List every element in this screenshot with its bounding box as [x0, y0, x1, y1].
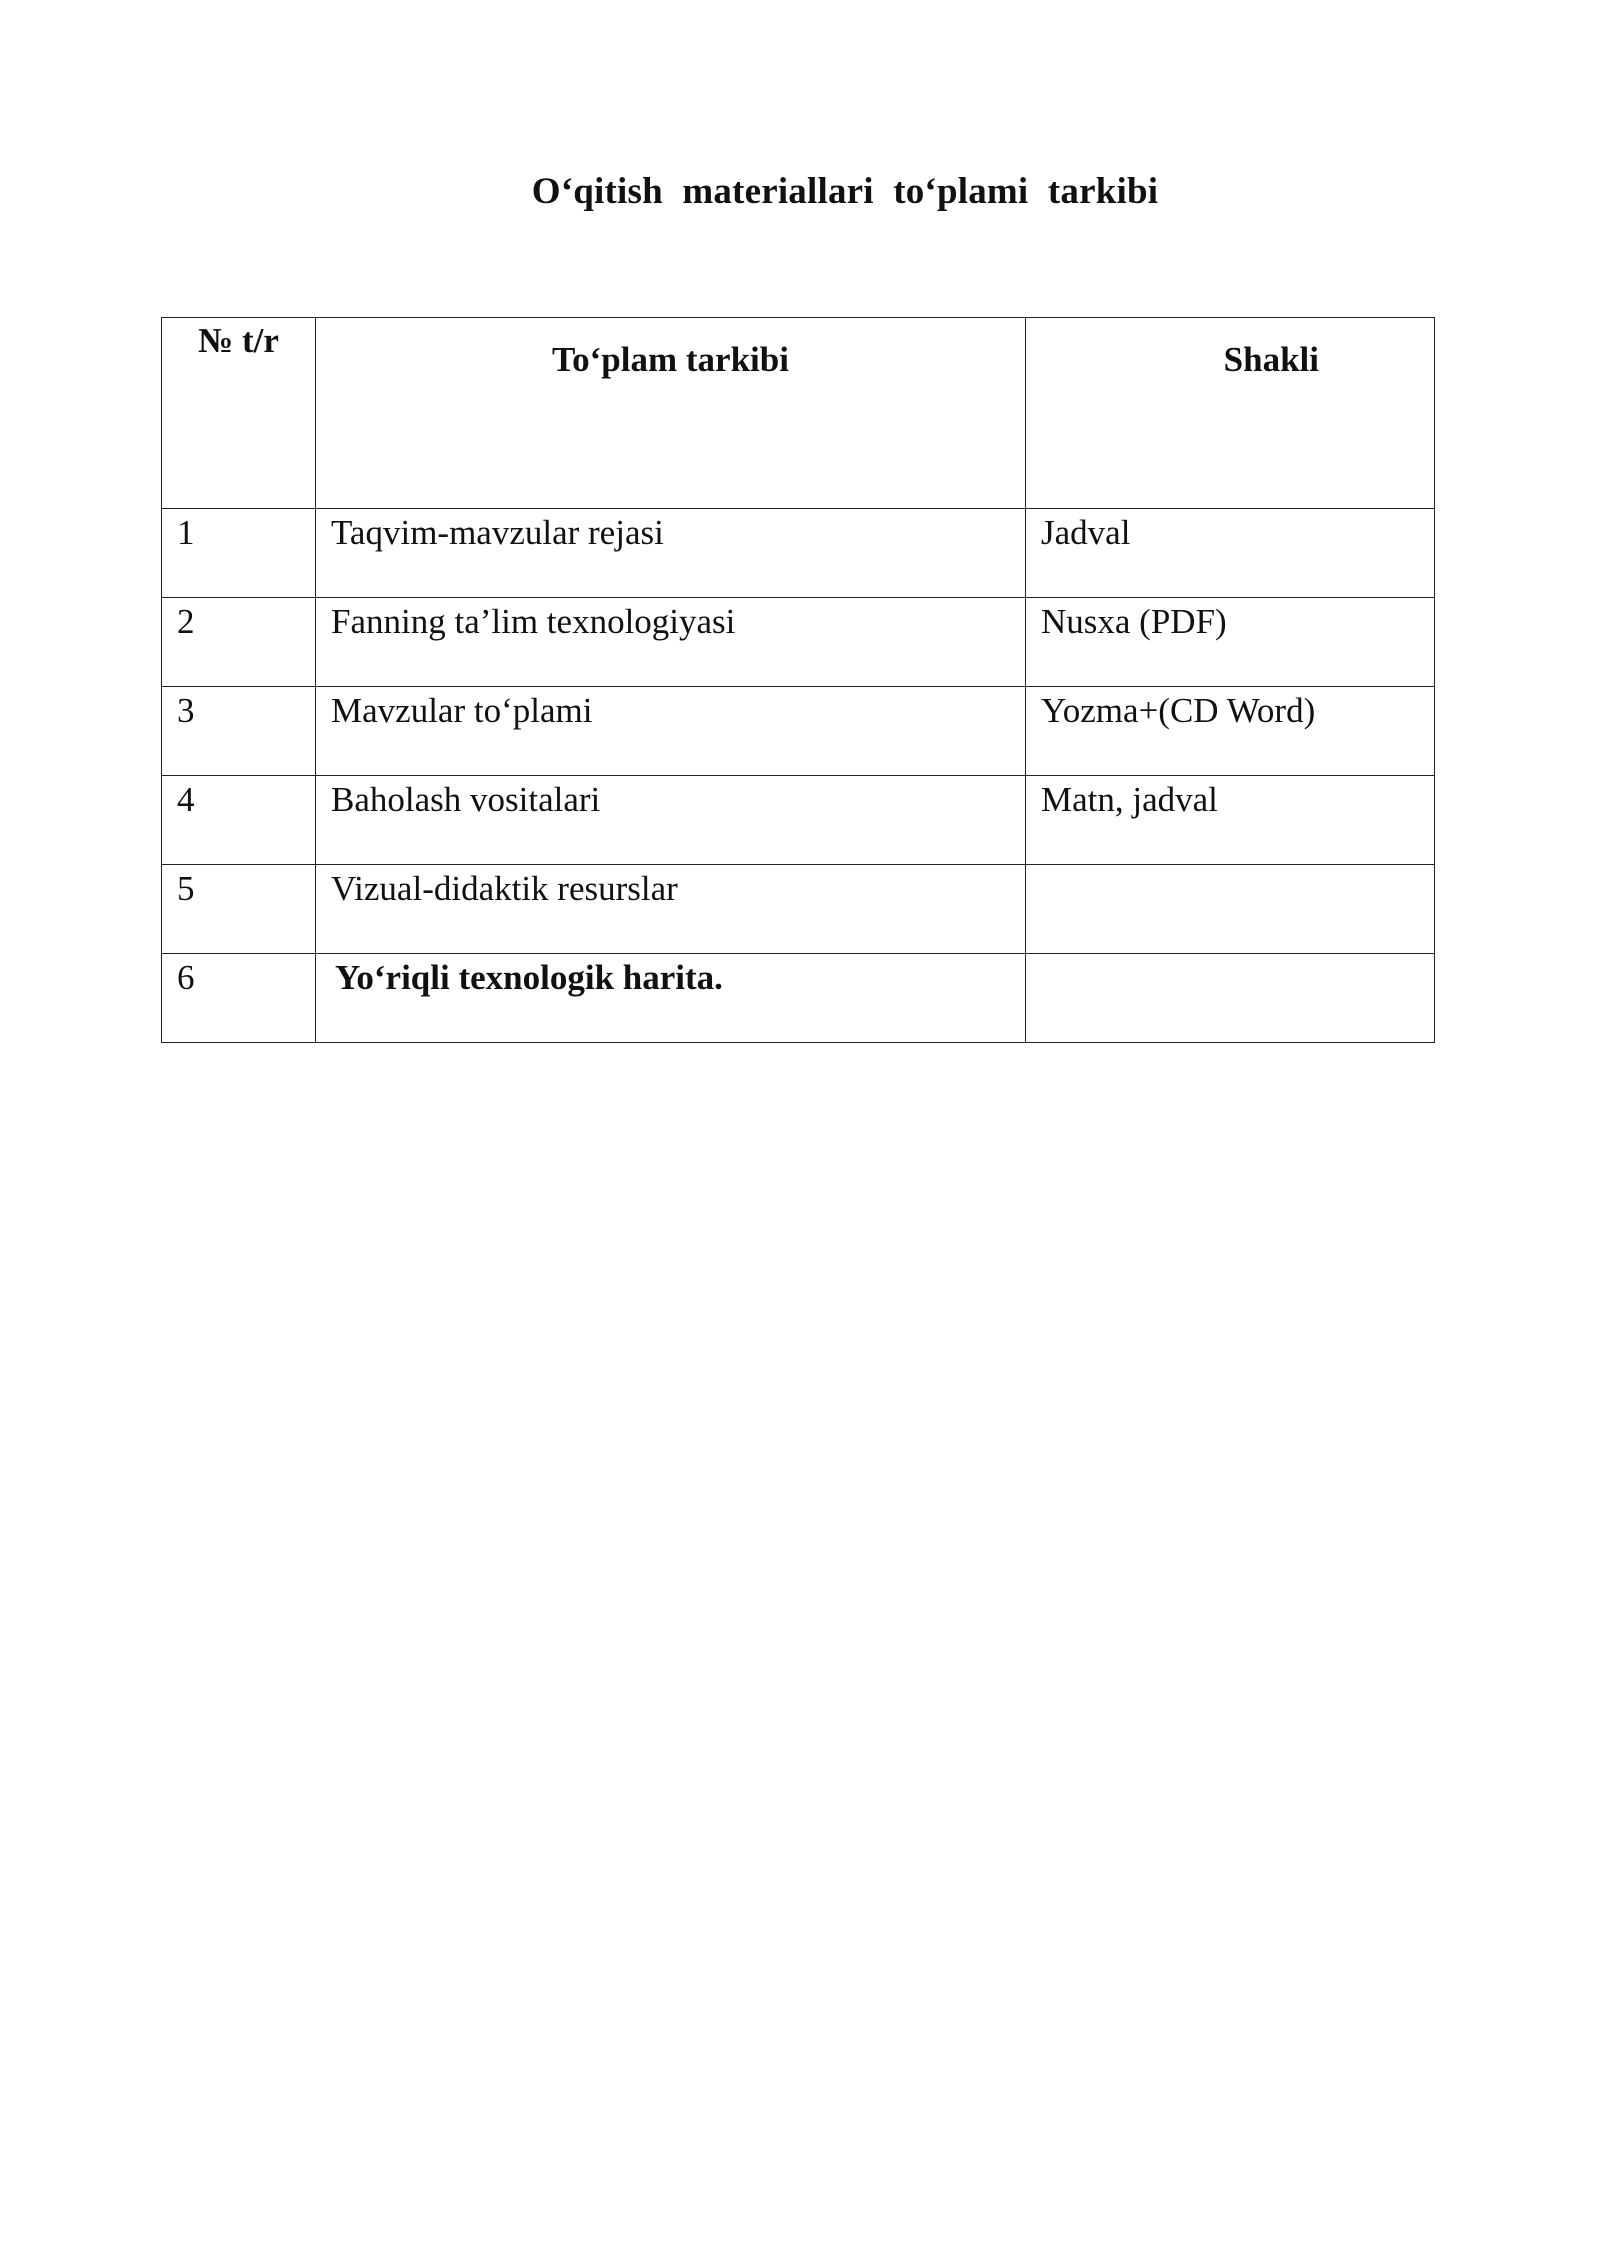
materials-table: [161, 317, 1435, 1043]
row-number: 4: [162, 776, 316, 865]
table-header-row: [162, 318, 1435, 509]
header-contents: To‘plam tarkibi: [316, 318, 1026, 509]
row-form: [1026, 954, 1435, 1043]
table-row: [162, 598, 1435, 687]
table-row: [162, 687, 1435, 776]
row-contents: Fanning ta’lim texnologiyasi: [316, 598, 1026, 687]
row-contents: Taqvim-mavzular rejasi: [316, 509, 1026, 598]
document-title: O‘qitish materiallari to‘plami tarkibi: [531, 171, 1159, 212]
row-number: 5: [162, 865, 316, 954]
row-contents: Baholash vositalari: [316, 776, 1026, 865]
row-form: [1026, 865, 1435, 954]
header-number: № t/r: [162, 318, 316, 509]
row-number: 6: [162, 954, 316, 1043]
row-contents: Mavzular to‘plami: [316, 687, 1026, 776]
row-contents: Yo‘riqli texnologik harita.: [316, 954, 1026, 1043]
row-number: 1: [162, 509, 316, 598]
row-number: 3: [162, 687, 316, 776]
row-form: Nusxa (PDF): [1026, 598, 1435, 687]
row-number: 2: [162, 598, 316, 687]
row-form: Matn, jadval: [1026, 776, 1435, 865]
row-form: Jadval: [1026, 509, 1435, 598]
header-form: Shakli: [1026, 318, 1435, 509]
table-row: [162, 954, 1435, 1043]
row-contents: Vizual-didaktik resurslar: [316, 865, 1026, 954]
row-form: Yozma+(CD Word): [1026, 687, 1435, 776]
table-row: [162, 776, 1435, 865]
table-row: [162, 865, 1435, 954]
table-row: [162, 509, 1435, 598]
